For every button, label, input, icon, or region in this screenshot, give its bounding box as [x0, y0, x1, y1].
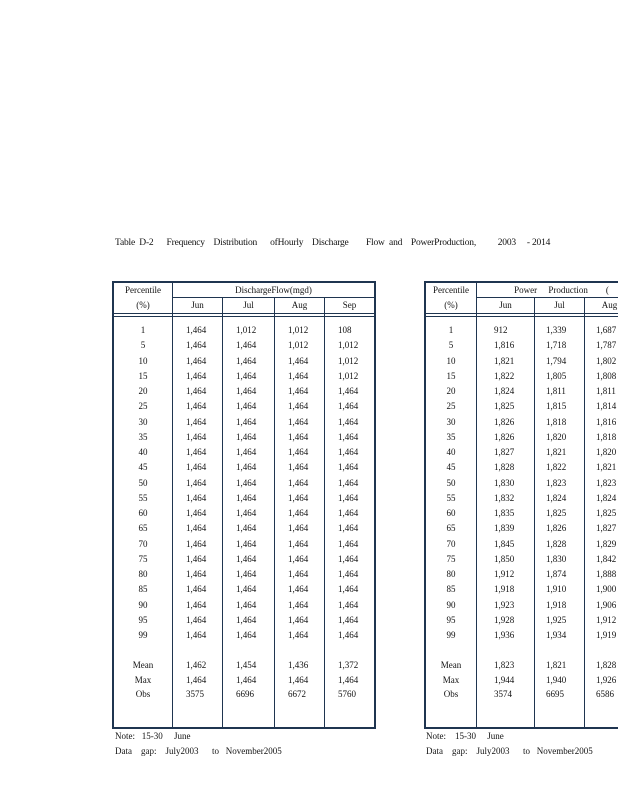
value-cell: 1,464 — [186, 340, 207, 351]
value-cell: 1,464 — [186, 674, 207, 685]
value-cell: 1,012 — [338, 370, 359, 381]
percentile-cell: 70 — [446, 538, 456, 549]
value-cell: 1,464 — [236, 370, 257, 381]
value-cell: 1,464 — [288, 523, 309, 534]
value-cell: 1,012 — [288, 340, 309, 351]
value-cell: 1,928 — [494, 614, 515, 625]
data-gap-text: Data gap: July2003 to November2005 — [426, 746, 593, 756]
value-cell: 1,900 — [596, 584, 617, 595]
table-row — [114, 552, 374, 567]
percentile-cell: 95 — [138, 614, 148, 625]
percentile-cell: 90 — [138, 599, 148, 610]
value-cell: 6586 — [596, 689, 614, 699]
value-cell: 1,944 — [494, 674, 515, 685]
percentile-cell: 35 — [446, 431, 456, 442]
value-cell: 1,794 — [546, 355, 567, 366]
table-row — [426, 430, 618, 445]
table-row — [114, 506, 374, 521]
value-cell: 1,464 — [186, 355, 207, 366]
value-cell: 1,926 — [596, 674, 617, 685]
value-cell: 1,464 — [338, 431, 359, 442]
value-cell: 1,464 — [288, 447, 309, 457]
value-cell: 1,828 — [494, 462, 515, 473]
table-row — [114, 476, 374, 491]
table-row — [426, 460, 618, 475]
value-cell: 1,464 — [338, 492, 359, 503]
summary-row — [114, 687, 374, 702]
value-cell: 1,464 — [186, 447, 207, 457]
value-cell: 1,824 — [596, 492, 617, 503]
value-cell: 1,816 — [596, 416, 617, 427]
table-row — [426, 567, 618, 582]
value-cell: 1,464 — [288, 492, 309, 503]
summary-label: Max — [134, 674, 152, 685]
value-cell: 1,436 — [288, 660, 309, 670]
value-cell: 1,464 — [288, 462, 309, 473]
table-row — [114, 582, 374, 597]
percentile-cell: 25 — [138, 401, 148, 412]
value-cell: 1,012 — [288, 325, 309, 335]
table-row — [114, 537, 374, 552]
value-cell: 912 — [494, 325, 508, 335]
value-cell: 1,464 — [288, 401, 309, 412]
value-cell: 1,464 — [288, 370, 309, 381]
table-row — [114, 567, 374, 582]
value-cell: 1,464 — [236, 599, 257, 610]
table-row — [426, 613, 618, 628]
value-cell: 1,923 — [494, 599, 515, 610]
value-cell: 1,464 — [236, 538, 257, 549]
col-header-jul: Jul — [534, 298, 584, 313]
percentile-cell: 60 — [446, 508, 456, 518]
value-cell: 1,464 — [338, 523, 359, 534]
value-cell: 1,464 — [236, 416, 257, 427]
value-cell: 1,464 — [236, 523, 257, 534]
summary-label: Obs — [135, 689, 151, 699]
col-header-jun: Jun — [476, 298, 534, 313]
value-cell: 1,918 — [494, 584, 515, 595]
value-cell: 1,464 — [186, 477, 207, 488]
table-row — [426, 598, 618, 613]
value-cell: 1,811 — [596, 386, 616, 396]
discharge-flow-group-header: DischargeFlow(mgd) — [172, 283, 374, 298]
value-cell: 1,821 — [596, 462, 617, 473]
summary-label: Mean — [132, 660, 154, 670]
value-cell: 1,464 — [186, 416, 207, 427]
percentile-cell: 1 — [448, 325, 454, 335]
percentile-cell: 5 — [448, 340, 454, 351]
percentile-cell: 80 — [138, 569, 148, 579]
percentile-cell: 40 — [446, 447, 456, 457]
percentile-cell: 55 — [138, 492, 148, 503]
value-cell: 1,464 — [236, 508, 257, 518]
value-cell: 1,805 — [546, 370, 567, 381]
table-row — [426, 369, 618, 384]
value-cell: 1,940 — [546, 674, 567, 685]
value-cell: 108 — [338, 325, 352, 335]
value-cell: 1,464 — [288, 477, 309, 488]
value-cell: 1,464 — [186, 523, 207, 534]
value-cell: 1,464 — [288, 584, 309, 595]
value-cell: 1,454 — [236, 660, 257, 670]
percentile-header: Percentile — [125, 285, 161, 295]
value-cell: 1,464 — [236, 340, 257, 351]
percentile-cell: 55 — [446, 492, 456, 503]
value-cell: 1,464 — [288, 538, 309, 549]
value-cell: 1,824 — [494, 386, 515, 396]
value-cell: 1,827 — [494, 447, 515, 457]
value-cell: 1,906 — [596, 599, 617, 610]
value-cell: 1,839 — [494, 523, 515, 534]
percentile-cell: 15 — [446, 370, 456, 381]
power-production-group-header: Power Production ( — [476, 283, 618, 298]
percentile-cell: 20 — [138, 386, 148, 396]
table-row — [114, 460, 374, 475]
value-cell: 1,912 — [494, 569, 515, 579]
value-cell: 1,464 — [186, 538, 207, 549]
value-cell: 1,012 — [236, 325, 257, 335]
value-cell: 1,464 — [288, 355, 309, 366]
percentile-cell: 20 — [446, 386, 456, 396]
table-row — [114, 399, 374, 414]
value-cell: 1,372 — [338, 660, 359, 670]
percentile-cell: 90 — [446, 599, 456, 610]
value-cell: 1,802 — [596, 355, 617, 366]
table-row — [426, 399, 618, 414]
value-cell: 1,464 — [288, 508, 309, 518]
percentile-cell: 5 — [140, 340, 146, 351]
value-cell: 5760 — [338, 689, 356, 699]
value-cell: 6695 — [546, 689, 564, 699]
value-cell: 1,464 — [338, 477, 359, 488]
value-cell: 1,339 — [546, 325, 567, 335]
table-row — [114, 369, 374, 384]
summary-label: Obs — [443, 689, 459, 699]
percentile-cell: 30 — [138, 416, 148, 427]
value-cell: 6696 — [236, 689, 254, 699]
table-row — [114, 613, 374, 628]
percentile-cell: 99 — [138, 630, 148, 640]
value-cell: 1,828 — [596, 660, 617, 670]
value-cell: 1,464 — [236, 462, 257, 473]
col-header-jun: Jun — [172, 298, 222, 313]
value-cell: 1,462 — [186, 660, 207, 670]
value-cell: 3575 — [186, 689, 204, 699]
value-cell: 1,464 — [288, 386, 309, 396]
summary-row — [426, 687, 618, 702]
percentile-unit-header: (%) — [444, 300, 458, 310]
percentile-cell: 80 — [446, 569, 456, 579]
table-title: Table D-2 Frequency Distribution ofHourly Discharge Flow and PowerProduction, 2003 - 2014 — [115, 238, 551, 248]
value-cell: 1,827 — [596, 523, 617, 534]
value-cell: 1,464 — [338, 416, 359, 427]
discharge-flow-table — [112, 281, 376, 729]
percentile-cell: 99 — [446, 630, 456, 640]
value-cell: 1,822 — [546, 462, 567, 473]
value-cell: 1,464 — [338, 599, 359, 610]
table-row — [426, 354, 618, 369]
percentile-cell: 50 — [138, 477, 148, 488]
value-cell: 1,464 — [236, 386, 257, 396]
value-cell: 6672 — [288, 689, 306, 699]
table-row — [114, 323, 374, 338]
value-cell: 1,687 — [596, 325, 617, 335]
table-row — [114, 384, 374, 399]
table-row — [114, 415, 374, 430]
value-cell: 1,888 — [596, 569, 617, 579]
value-cell: 1,808 — [596, 370, 617, 381]
value-cell: 1,464 — [186, 401, 207, 412]
value-cell: 1,825 — [546, 508, 567, 518]
value-cell: 1,835 — [494, 508, 515, 518]
value-cell: 1,815 — [546, 401, 567, 412]
table-row — [426, 384, 618, 399]
value-cell: 1,818 — [546, 416, 567, 427]
value-cell: 1,464 — [186, 630, 207, 640]
percentile-cell: 25 — [446, 401, 456, 412]
table-row — [114, 628, 374, 643]
percentile-cell: 1 — [140, 325, 146, 335]
percentile-cell: 45 — [138, 462, 148, 473]
power-production-table — [424, 281, 618, 729]
value-cell: 1,012 — [338, 355, 359, 366]
table-row — [114, 430, 374, 445]
value-cell: 1,910 — [546, 584, 567, 595]
table-row — [114, 445, 374, 460]
percentile-cell: 10 — [138, 355, 148, 366]
value-cell: 1,464 — [288, 674, 309, 685]
percentile-cell: 95 — [446, 614, 456, 625]
value-cell: 1,821 — [546, 660, 567, 670]
value-cell: 1,464 — [186, 492, 207, 503]
value-cell: 1,464 — [288, 553, 309, 564]
value-cell: 1,823 — [596, 477, 617, 488]
value-cell: 1,464 — [236, 674, 257, 685]
value-cell: 1,012 — [338, 340, 359, 351]
value-cell: 1,874 — [546, 569, 567, 579]
percentile-cell: 75 — [138, 553, 148, 564]
value-cell: 1,464 — [236, 477, 257, 488]
value-cell: 1,464 — [338, 462, 359, 473]
table-row — [426, 552, 618, 567]
value-cell: 1,464 — [338, 553, 359, 564]
percentile-cell: 70 — [138, 538, 148, 549]
value-cell: 1,464 — [338, 584, 359, 595]
summary-row — [114, 658, 374, 673]
header-rule — [114, 313, 374, 317]
table-row — [426, 521, 618, 536]
value-cell: 1,464 — [338, 674, 359, 685]
table-row — [114, 338, 374, 353]
table-row — [426, 537, 618, 552]
percentile-cell: 60 — [138, 508, 148, 518]
value-cell: 1,464 — [338, 508, 359, 518]
table-row — [426, 506, 618, 521]
value-cell: 1,464 — [338, 401, 359, 412]
value-cell: 1,464 — [338, 630, 359, 640]
table-row — [426, 338, 618, 353]
table-row — [114, 521, 374, 536]
value-cell: 1,816 — [494, 340, 515, 351]
percentile-cell: 65 — [138, 523, 148, 534]
note-text: Note: 15-30 June — [115, 731, 191, 741]
percentile-cell: 45 — [446, 462, 456, 473]
value-cell: 1,828 — [546, 538, 567, 549]
col-header-aug: Aug — [584, 298, 618, 313]
table-row — [426, 582, 618, 597]
value-cell: 1,825 — [494, 401, 515, 412]
value-cell: 1,464 — [236, 553, 257, 564]
percentile-header: Percentile — [433, 285, 469, 295]
value-cell: 1,830 — [494, 477, 515, 488]
value-cell: 1,464 — [186, 553, 207, 564]
value-cell: 1,820 — [596, 447, 617, 457]
value-cell: 1,818 — [596, 431, 617, 442]
value-cell: 1,464 — [236, 614, 257, 625]
summary-row — [426, 673, 618, 688]
table-row — [426, 491, 618, 506]
value-cell: 1,826 — [494, 416, 515, 427]
value-cell: 1,821 — [494, 355, 515, 366]
value-cell: 1,824 — [546, 492, 567, 503]
col-header-aug: Aug — [274, 298, 324, 313]
value-cell: 1,464 — [338, 538, 359, 549]
value-cell: 1,464 — [236, 431, 257, 442]
value-cell: 1,464 — [186, 508, 207, 518]
value-cell: 3574 — [494, 689, 512, 699]
note-text: Note: 15-30 June — [426, 731, 504, 741]
value-cell: 1,823 — [494, 660, 515, 670]
summary-row — [426, 658, 618, 673]
value-cell: 1,464 — [236, 492, 257, 503]
value-cell: 1,464 — [186, 325, 207, 335]
value-cell: 1,934 — [546, 630, 567, 640]
value-cell: 1,832 — [494, 492, 515, 503]
value-cell: 1,464 — [186, 599, 207, 610]
percentile-cell: 35 — [138, 431, 148, 442]
value-cell: 1,464 — [288, 599, 309, 610]
value-cell: 1,464 — [186, 431, 207, 442]
value-cell: 1,464 — [338, 614, 359, 625]
col-header-jul: Jul — [222, 298, 274, 313]
value-cell: 1,830 — [546, 553, 567, 564]
table-row — [426, 445, 618, 460]
value-cell: 1,464 — [236, 569, 257, 579]
value-cell: 1,464 — [288, 431, 309, 442]
value-cell: 1,464 — [186, 614, 207, 625]
percentile-cell: 40 — [138, 447, 148, 457]
value-cell: 1,718 — [546, 340, 567, 351]
table-row — [114, 491, 374, 506]
value-cell: 1,464 — [236, 447, 257, 457]
value-cell: 1,464 — [236, 355, 257, 366]
value-cell: 1,464 — [186, 386, 207, 396]
value-cell: 1,464 — [288, 416, 309, 427]
percentile-cell: 15 — [138, 370, 148, 381]
percentile-cell: 85 — [446, 584, 456, 595]
table-row — [426, 476, 618, 491]
summary-label: Mean — [440, 660, 462, 670]
value-cell: 1,464 — [288, 630, 309, 640]
value-cell: 1,822 — [494, 370, 515, 381]
value-cell: 1,464 — [338, 569, 359, 579]
percentile-cell: 65 — [446, 523, 456, 534]
value-cell: 1,464 — [338, 447, 359, 457]
table-row — [114, 598, 374, 613]
value-cell: 1,823 — [546, 477, 567, 488]
col-header-sep: Sep — [324, 298, 374, 313]
percentile-unit-header: (%) — [136, 300, 150, 310]
value-cell: 1,829 — [596, 538, 617, 549]
value-cell: 1,850 — [494, 553, 515, 564]
value-cell: 1,845 — [494, 538, 515, 549]
value-cell: 1,464 — [236, 630, 257, 640]
header-rule — [426, 313, 618, 317]
value-cell: 1,826 — [494, 431, 515, 442]
value-cell: 1,825 — [596, 508, 617, 518]
value-cell: 1,842 — [596, 553, 617, 564]
table-row — [114, 354, 374, 369]
value-cell: 1,826 — [546, 523, 567, 534]
percentile-cell: 10 — [446, 355, 456, 366]
data-gap-text: Data gap: July2003 to November2005 — [115, 746, 282, 756]
value-cell: 1,814 — [596, 401, 617, 412]
percentile-cell: 85 — [138, 584, 148, 595]
percentile-cell: 50 — [446, 477, 456, 488]
value-cell: 1,787 — [596, 340, 617, 351]
value-cell: 1,464 — [236, 584, 257, 595]
summary-label: Max — [442, 674, 460, 685]
value-cell: 1,919 — [596, 630, 617, 640]
summary-row — [114, 673, 374, 688]
table-row — [426, 323, 618, 338]
value-cell: 1,464 — [186, 370, 207, 381]
table-row — [426, 628, 618, 643]
table-row — [426, 415, 618, 430]
value-cell: 1,464 — [186, 569, 207, 579]
value-cell: 1,925 — [546, 614, 567, 625]
percentile-cell: 30 — [446, 416, 456, 427]
value-cell: 1,918 — [546, 599, 567, 610]
value-cell: 1,936 — [494, 630, 515, 640]
value-cell: 1,464 — [288, 614, 309, 625]
value-cell: 1,464 — [288, 569, 309, 579]
value-cell: 1,464 — [338, 386, 359, 396]
percentile-cell: 75 — [446, 553, 456, 564]
value-cell: 1,464 — [186, 462, 207, 473]
value-cell: 1,464 — [236, 401, 257, 412]
value-cell: 1,820 — [546, 431, 567, 442]
value-cell: 1,821 — [546, 447, 567, 457]
value-cell: 1,912 — [596, 614, 617, 625]
value-cell: 1,464 — [186, 584, 207, 595]
value-cell: 1,811 — [546, 386, 566, 396]
